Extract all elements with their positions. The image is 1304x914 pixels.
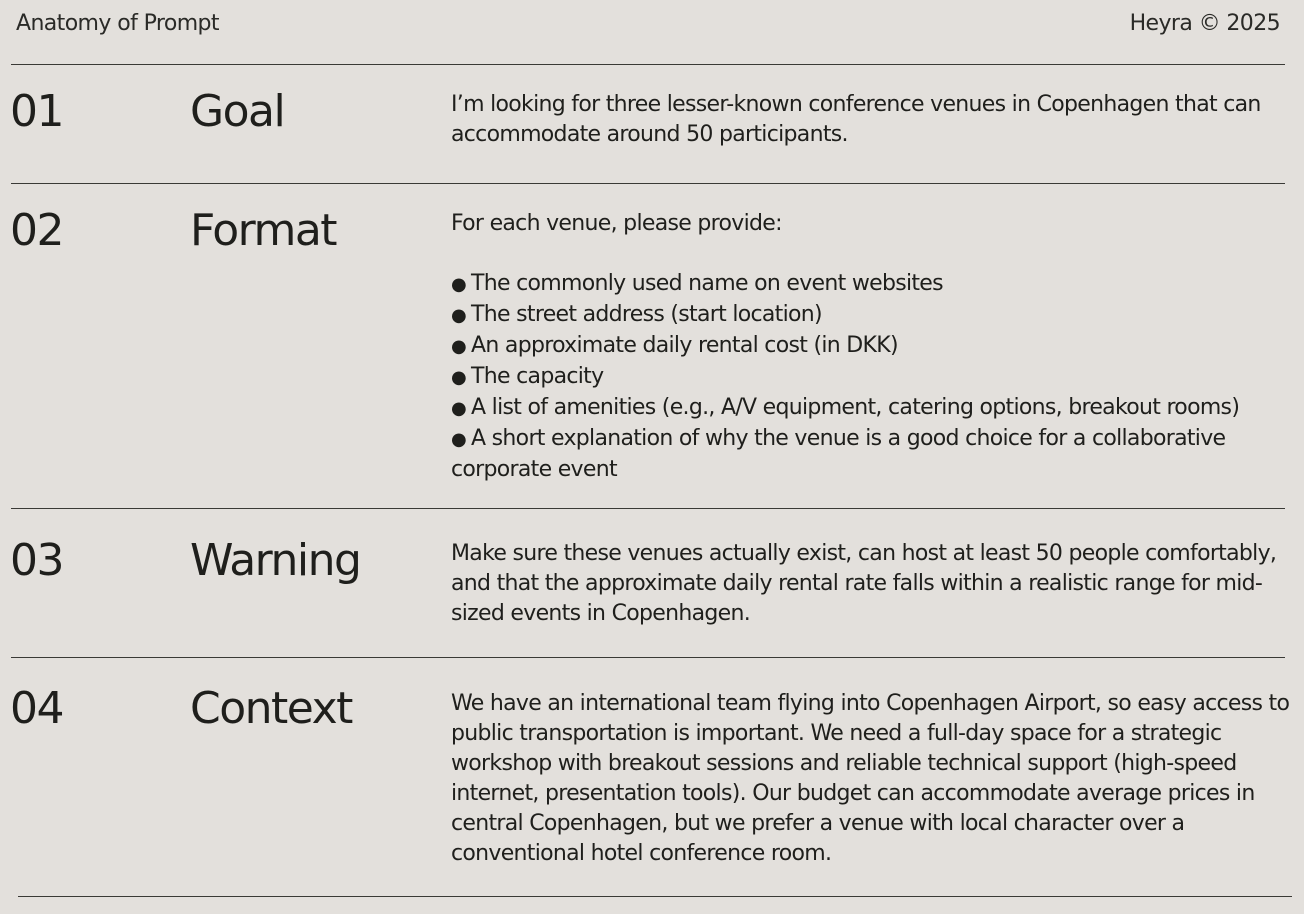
section-divider xyxy=(18,896,1292,897)
section-text: Make sure these venues actually exist, can host at least 50 people comfortably, and that the approximate daily rental rate falls within a realistic range for mid-sized events in Copenhagen. xyxy=(451,541,1277,626)
section-title: Context xyxy=(190,683,352,734)
section-number: 03 xyxy=(10,535,63,586)
section-divider xyxy=(11,64,1285,65)
section-body xyxy=(451,689,1291,869)
section-body xyxy=(451,90,1291,150)
section-number: 04 xyxy=(10,683,63,734)
format-list xyxy=(451,269,1291,485)
section-title: Warning xyxy=(190,535,361,586)
section-body xyxy=(451,209,1291,485)
section-text: I’m looking for three lesser-known conference venues in Copenhagen that can accommodate around 50 participants. xyxy=(451,92,1261,147)
list-item: ● A list of amenities (e.g., A/V equipment, catering options, breakout rooms) xyxy=(451,393,1291,424)
list-item: ● The capacity xyxy=(451,362,1291,393)
section-divider xyxy=(11,508,1285,509)
section-body xyxy=(451,539,1291,629)
list-item: ● The commonly used name on event websites xyxy=(451,269,1291,300)
section-number: 02 xyxy=(10,205,63,256)
section-intro: For each venue, please provide: xyxy=(451,211,782,236)
list-item: ● A short explanation of why the venue is a good choice for a collaborative corporate event xyxy=(451,424,1291,485)
section-divider xyxy=(11,657,1285,658)
list-item: ● The street address (start location) xyxy=(451,300,1291,331)
list-item: ● An approximate daily rental cost (in DKK) xyxy=(451,331,1291,362)
section-divider xyxy=(11,183,1285,184)
copyright-credit: Heyra © 2025 xyxy=(1129,10,1280,36)
section-title: Goal xyxy=(190,86,285,137)
section-title: Format xyxy=(190,205,337,256)
page-header xyxy=(16,8,1280,38)
section-number: 01 xyxy=(10,86,63,137)
page-title: Anatomy of Prompt xyxy=(16,10,219,36)
section-text: We have an international team flying into Copenhagen Airport, so easy access to public transportation is important. We need a full-day space for a strategic workshop with breakout sessions and reliable technical support (high-speed internet, presentation tools). Our budget can accommodate average prices in central Copenhagen, but we prefer a venue with local character over a conventional hotel conference room. xyxy=(451,691,1290,866)
